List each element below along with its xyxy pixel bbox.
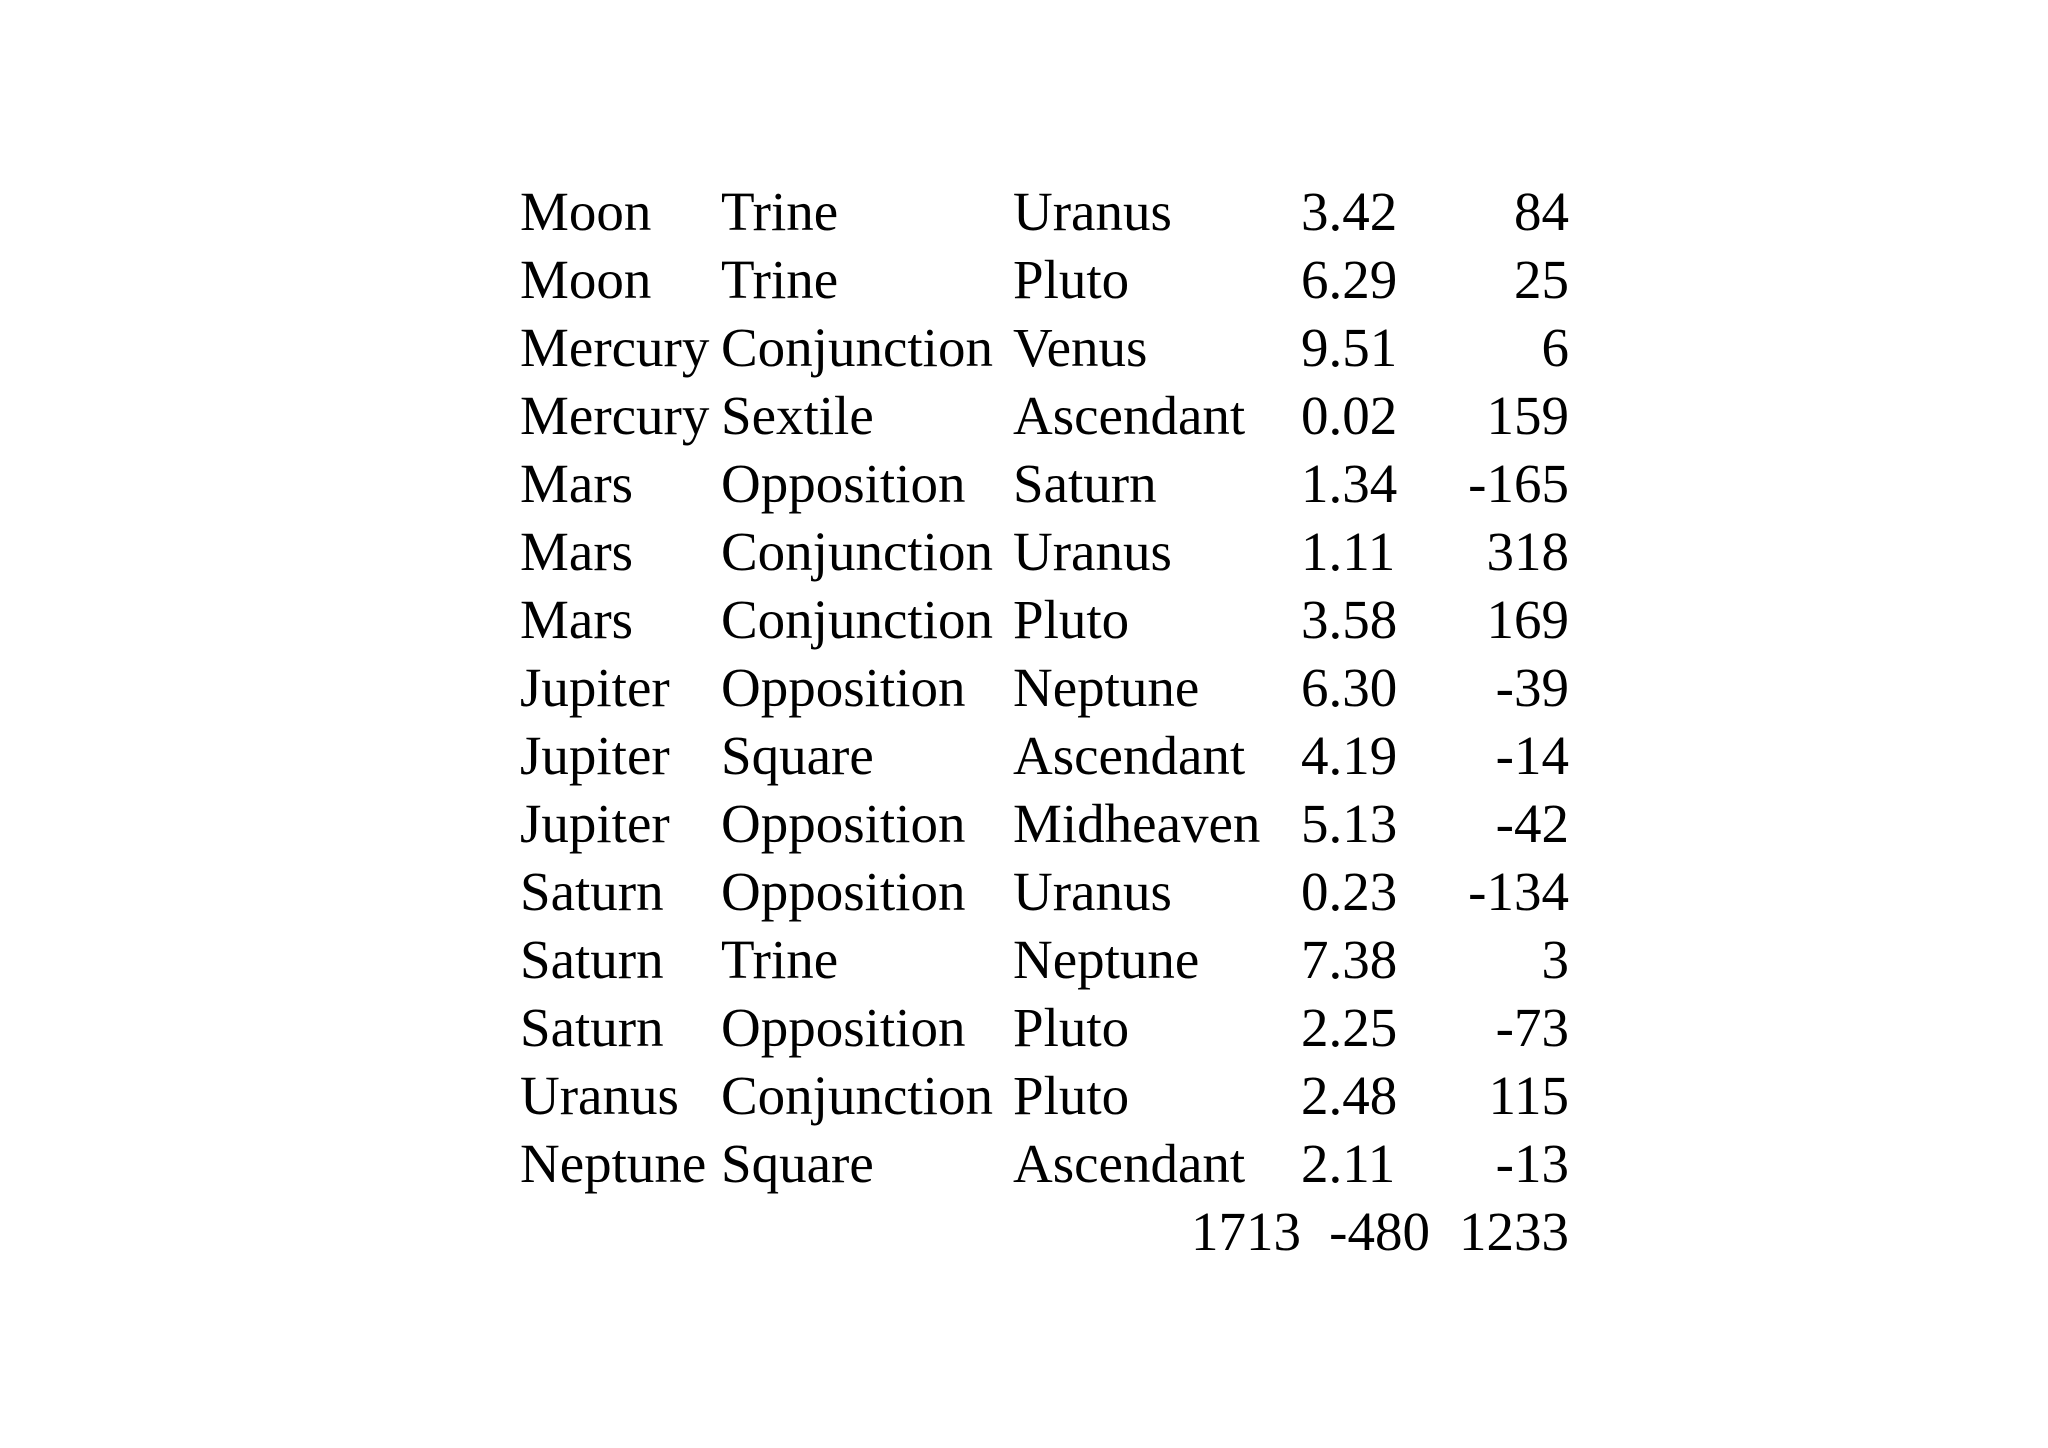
table-row: [520, 246, 1569, 314]
cell-value: -73: [1495, 997, 1569, 1058]
cell-orb: 5.13: [1301, 793, 1398, 854]
totals-spacer: [721, 1198, 1013, 1266]
cell-planet-1: Moon: [520, 181, 652, 242]
cell-value: 6: [1541, 317, 1569, 378]
table-row: [520, 382, 1569, 450]
table-row: [520, 994, 1569, 1062]
cell-planet-1: Saturn: [520, 861, 664, 922]
cell-value: -39: [1495, 657, 1569, 718]
cell-planet-2: Ascendant: [1013, 385, 1246, 446]
table-row: [520, 178, 1569, 246]
cell-planet-2: Uranus: [1013, 181, 1172, 242]
aspect-rows: [520, 178, 1569, 1198]
cell-planet-2: Venus: [1013, 317, 1148, 378]
table-row: [520, 1130, 1569, 1198]
cell-value: -165: [1468, 453, 1569, 514]
cell-orb: 3.42: [1301, 181, 1398, 242]
cell-aspect: Sextile: [721, 385, 874, 446]
cell-orb: 4.19: [1301, 725, 1398, 786]
cell-value: 318: [1486, 521, 1569, 582]
cell-value: -42: [1495, 793, 1569, 854]
cell-planet-1: Saturn: [520, 997, 664, 1058]
cell-planet-1: Jupiter: [520, 793, 670, 854]
total-negative: -480: [1329, 1201, 1430, 1262]
cell-aspect: Opposition: [721, 453, 966, 514]
cell-aspect: Opposition: [721, 793, 966, 854]
cell-aspect: Trine: [721, 181, 839, 242]
cell-planet-2: Ascendant: [1013, 725, 1246, 786]
cell-planet-2: Neptune: [1013, 929, 1200, 990]
cell-planet-1: Uranus: [520, 1065, 679, 1126]
cell-orb: 6.29: [1301, 249, 1398, 310]
cell-orb: 0.23: [1301, 861, 1398, 922]
cell-planet-2: Pluto: [1013, 589, 1130, 650]
cell-orb: 0.02: [1301, 385, 1398, 446]
cell-planet-1: Jupiter: [520, 725, 670, 786]
cell-planet-1: Neptune: [520, 1133, 707, 1194]
cell-value: -14: [1495, 725, 1569, 786]
cell-planet-1: Mars: [520, 589, 634, 650]
table-row: [520, 450, 1569, 518]
cell-planet-2: Uranus: [1013, 521, 1172, 582]
totals-row: [520, 1198, 1569, 1266]
table-row: [520, 314, 1569, 382]
cell-planet-1: Mercury: [520, 317, 710, 378]
aspect-table: [520, 178, 1569, 1266]
cell-aspect: Square: [721, 725, 874, 786]
table-row: [520, 586, 1569, 654]
cell-planet-1: Mercury: [520, 385, 710, 446]
cell-planet-2: Pluto: [1013, 1065, 1130, 1126]
cell-aspect: Opposition: [721, 997, 966, 1058]
cell-orb: 7.38: [1301, 929, 1398, 990]
cell-orb: 2.25: [1301, 997, 1398, 1058]
cell-value: 84: [1514, 181, 1569, 242]
cell-value: -134: [1468, 861, 1569, 922]
cell-planet-2: Neptune: [1013, 657, 1200, 718]
cell-aspect: Square: [721, 1133, 874, 1194]
cell-aspect: Opposition: [721, 861, 966, 922]
table-row: [520, 858, 1569, 926]
table-row: [520, 1062, 1569, 1130]
cell-value: 25: [1514, 249, 1569, 310]
table-row: [520, 722, 1569, 790]
cell-orb: 6.30: [1301, 657, 1398, 718]
cell-planet-2: Pluto: [1013, 249, 1130, 310]
table-row: [520, 926, 1569, 994]
cell-planet-2: Ascendant: [1013, 1133, 1246, 1194]
cell-planet-1: Mars: [520, 453, 634, 514]
cell-aspect: Conjunction: [721, 317, 993, 378]
cell-aspect: Conjunction: [721, 521, 993, 582]
cell-aspect: Trine: [721, 929, 839, 990]
table-row: [520, 654, 1569, 722]
cell-planet-2: Uranus: [1013, 861, 1172, 922]
cell-planet-2: Saturn: [1013, 453, 1157, 514]
cell-planet-1: Jupiter: [520, 657, 670, 718]
cell-planet-2: Pluto: [1013, 997, 1130, 1058]
cell-planet-1: Mars: [520, 521, 634, 582]
cell-aspect: Opposition: [721, 657, 966, 718]
cell-aspect: Trine: [721, 249, 839, 310]
total-positive: 1713: [1191, 1201, 1301, 1262]
total-net: 1233: [1459, 1201, 1569, 1262]
cell-planet-1: Saturn: [520, 929, 664, 990]
cell-value: 159: [1486, 385, 1569, 446]
cell-planet-2: Midheaven: [1013, 793, 1261, 854]
totals-spacer: [520, 1198, 721, 1266]
cell-aspect: Conjunction: [721, 1065, 993, 1126]
cell-orb: 9.51: [1301, 317, 1398, 378]
table-row: [520, 790, 1569, 858]
cell-value: 115: [1488, 1065, 1569, 1126]
cell-value: 169: [1486, 589, 1569, 650]
cell-orb: 2.48: [1301, 1065, 1398, 1126]
cell-orb: 1.34: [1301, 453, 1398, 514]
cell-value: -13: [1495, 1133, 1569, 1194]
cell-orb: 2.11: [1301, 1133, 1396, 1194]
table-row: [520, 518, 1569, 586]
cell-value: 3: [1541, 929, 1569, 990]
cell-planet-1: Moon: [520, 249, 652, 310]
cell-orb: 1.11: [1301, 521, 1396, 582]
cell-aspect: Conjunction: [721, 589, 993, 650]
cell-orb: 3.58: [1301, 589, 1398, 650]
